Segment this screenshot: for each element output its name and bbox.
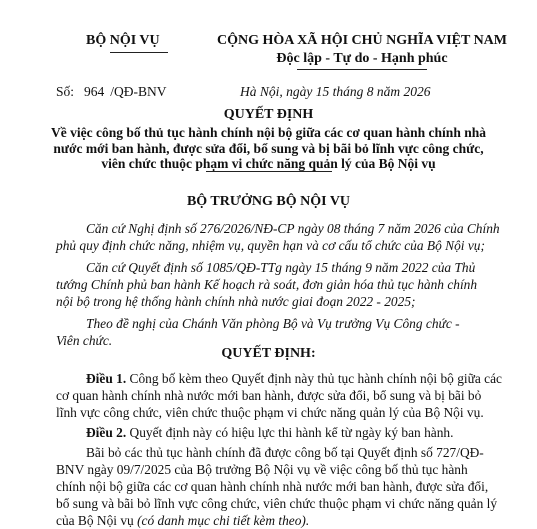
- article-1-line: cơ quan hành chính nhà nước mới ban hành, được sửa đổi, bổ sung và bị bãi bỏ: [56, 388, 482, 403]
- repeal-last-text: của Bộ Nội vụ: [56, 513, 138, 528]
- repeal-annex-note: (có danh mục chi tiết kèm theo).: [137, 513, 310, 528]
- agency-underline: [110, 52, 168, 53]
- repeal-line: BNV ngày 09/7/2025 của Bộ trưởng Bộ Nội vụ về việc công bố thủ tục hành: [56, 462, 468, 477]
- article-2-line: [86, 425, 453, 441]
- article-1-text: Công bố kèm theo Quyết định này thủ tục hành chính nội bộ giữa các: [129, 371, 502, 386]
- repeal-line: chính nội bộ giữa các cơ quan hành chính nhà nước mới ban hành, được sửa đổi,: [56, 479, 489, 494]
- document-number: [56, 84, 167, 100]
- place-date: Hà Nội, ngày 15 tháng 8 năm 2026: [240, 84, 431, 99]
- repeal-last-line: [56, 513, 309, 529]
- decision-heading: QUYẾT ĐỊNH:: [221, 346, 316, 361]
- national-title: CỘNG HÒA XÃ HỘI CHỦ NGHĨA VIỆT NAM: [216, 33, 507, 48]
- basis-line: Viên chức.: [56, 333, 113, 348]
- article-1-line: lĩnh vực công chức, viên chức thuộc phạm vi chức năng quản lý của Bộ Nội vụ.: [56, 405, 484, 420]
- article-2-text: Quyết định này có hiệu lực thi hành kể từ ngày ký ban hành.: [129, 425, 454, 440]
- basis-line: tướng Chính phủ ban hành Kế hoạch rà soát, đơn giản hóa thủ tục hành chính: [56, 277, 478, 292]
- article-2-label: Điều 2.: [86, 425, 127, 440]
- subject-line: Về việc công bố thủ tục hành chính nội bộ giữa các cơ quan hành chính nhà: [51, 125, 486, 140]
- subject-line: viên chức thuộc phạm vi chức năng quản lý của Bộ Nội vụ: [101, 156, 436, 171]
- document-number-value: 964: [84, 84, 105, 99]
- basis-line: nội bộ trong hệ thống hành chính nhà nước giai đoạn 2022 - 2025;: [56, 294, 416, 309]
- basis-line: Theo đề nghị của Chánh Văn phòng Bộ và Vụ trưởng Vụ Công chức -: [86, 316, 460, 331]
- basis-line: Căn cứ Quyết định số 1085/QĐ-TTg ngày 15 tháng 9 năm 2022 của Thủ: [86, 260, 476, 275]
- document-number-prefix: Số:: [56, 84, 75, 99]
- motto-underline: [297, 69, 427, 70]
- subject-line: nước mới ban hành, được sửa đổi, bổ sung và bị bãi bỏ lĩnh vực công chức,: [53, 141, 484, 156]
- basis-line: Căn cứ Nghị định số 276/2026/NĐ-CP ngày 08 tháng 7 năm 2026 của Chính: [86, 221, 500, 236]
- document-number-suffix: /QĐ-BNV: [110, 84, 167, 99]
- article-1-first-line: [86, 371, 502, 387]
- subject-underline: [206, 171, 332, 172]
- issuer-title: BỘ TRƯỞNG BỘ NỘI VỤ: [186, 194, 351, 209]
- article-1-label: Điều 1.: [86, 371, 127, 386]
- issuing-agency: BỘ NỘI VỤ: [86, 33, 160, 48]
- basis-line: phủ quy định chức năng, nhiệm vụ, quyền hạn và cơ cấu tổ chức của Bộ Nội vụ;: [56, 238, 485, 253]
- document-title: QUYẾT ĐỊNH: [223, 107, 314, 122]
- national-motto: Độc lập - Tự do - Hạnh phúc: [276, 51, 448, 66]
- repeal-line: Bãi bỏ các thủ tục hành chính đã được công bố tại Quyết định số 727/QĐ-: [86, 445, 484, 460]
- repeal-line: bổ sung và bãi bỏ lĩnh vực công chức, viên chức thuộc phạm vi chức năng quản lý: [56, 496, 498, 511]
